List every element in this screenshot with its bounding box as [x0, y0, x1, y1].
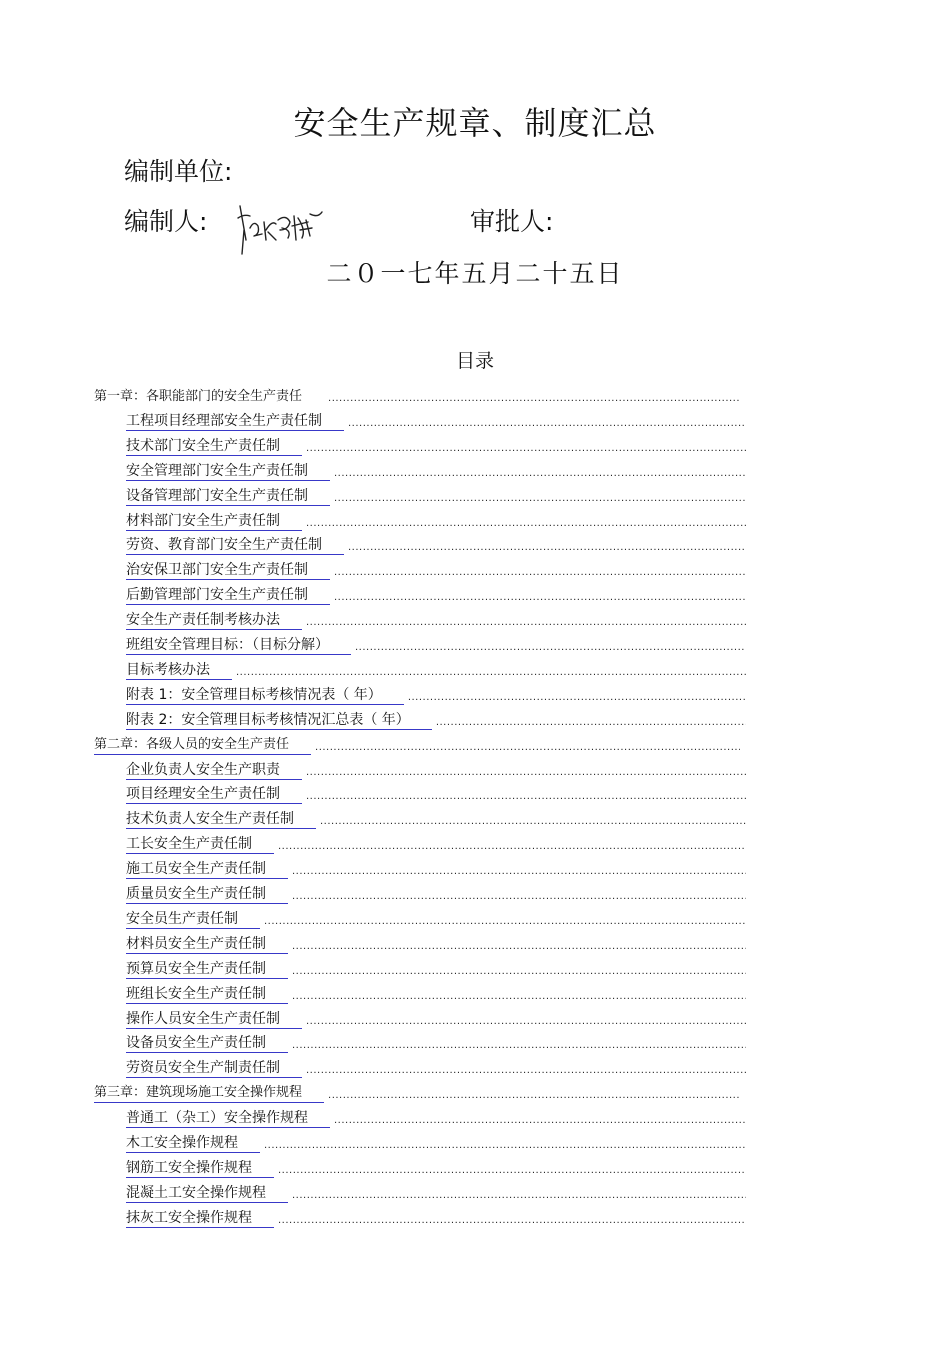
- toc-item[interactable]: [126, 1206, 746, 1228]
- toc-leader-dots: [292, 965, 746, 979]
- toc-item[interactable]: [126, 882, 746, 904]
- toc-leader-dots: [278, 840, 746, 854]
- toc-entry-link[interactable]: 班组长安全生产责任制: [126, 985, 288, 1004]
- toc-entry-link[interactable]: 施工员安全生产责任制: [126, 860, 288, 879]
- toc-entry-link[interactable]: 材料部门安全生产责任制: [126, 512, 302, 531]
- toc-item[interactable]: [126, 409, 746, 431]
- toc-entry-link[interactable]: 预算员安全生产责任制: [126, 960, 288, 979]
- toc-entry-link[interactable]: 木工安全操作规程: [126, 1134, 260, 1153]
- toc-item[interactable]: [126, 1131, 746, 1153]
- toc-entry-link[interactable]: 目标考核办法: [126, 661, 232, 680]
- toc-item[interactable]: [126, 907, 746, 929]
- toc-entry-link[interactable]: 混凝土工安全操作规程: [126, 1184, 288, 1203]
- toc-leader-dots: [292, 1039, 746, 1053]
- toc-leader-dots: [306, 616, 746, 630]
- toc-leader-dots: [264, 915, 746, 929]
- toc-leader-dots: [292, 865, 746, 879]
- toc-chapter[interactable]: [94, 733, 740, 755]
- toc-item[interactable]: [126, 1031, 746, 1053]
- toc-leader-dots: [236, 666, 746, 680]
- toc-entry-link[interactable]: 设备员安全生产责任制: [126, 1034, 288, 1053]
- toc-item[interactable]: [126, 932, 746, 954]
- toc-item[interactable]: [126, 459, 746, 481]
- toc-item[interactable]: [126, 832, 746, 854]
- toc-item[interactable]: [126, 957, 746, 979]
- toc-entry-link[interactable]: 劳资、教育部门安全生产责任制: [126, 536, 344, 555]
- toc-item[interactable]: [126, 484, 746, 506]
- toc-entry-link[interactable]: 班组安全管理目标：（目标分解）: [126, 636, 351, 655]
- toc-entry-link[interactable]: 项目经理安全生产责任制: [126, 785, 302, 804]
- toc-leader-dots: [355, 641, 746, 655]
- toc-item[interactable]: [126, 583, 746, 605]
- toc-leader-dots: [334, 467, 746, 481]
- toc-leader-dots: [334, 1114, 746, 1128]
- toc-leader-dots: [306, 1015, 746, 1029]
- editor-signature: [236, 200, 328, 260]
- toc-item[interactable]: [126, 1156, 746, 1178]
- toc-leader-dots: [306, 790, 746, 804]
- toc-leader-dots: [334, 492, 746, 506]
- toc-entry-link[interactable]: 抹灰工安全操作规程: [126, 1209, 274, 1228]
- toc-entry-link[interactable]: 安全生产责任制考核办法: [126, 611, 302, 630]
- toc-item[interactable]: [126, 608, 746, 630]
- toc-entry-link[interactable]: 后勤管理部门安全生产责任制: [126, 586, 330, 605]
- toc-leader-dots: [348, 541, 746, 555]
- toc-leader-dots: [306, 517, 746, 531]
- toc-item[interactable]: [126, 683, 746, 705]
- toc-title: 目录: [455, 350, 494, 372]
- toc-item[interactable]: [126, 1106, 746, 1128]
- toc-leader-dots: [408, 691, 746, 705]
- toc-entry-link[interactable]: 第三章：建筑现场施工安全操作规程: [94, 1084, 324, 1103]
- toc-item[interactable]: [126, 533, 746, 555]
- toc-entry-link[interactable]: 材料员安全生产责任制: [126, 935, 288, 954]
- toc-leader-dots: [320, 815, 746, 829]
- toc-item[interactable]: [126, 758, 746, 780]
- toc-entry-link[interactable]: 附表 1：安全管理目标考核情况表（ 年）: [126, 686, 404, 705]
- toc-leader-dots: [334, 566, 746, 580]
- toc-leader-dots: [306, 1064, 746, 1078]
- toc-entry-link[interactable]: 劳资员安全生产制责任制: [126, 1059, 302, 1078]
- toc-entry-link[interactable]: 工程项目经理部安全生产责任制: [126, 412, 344, 431]
- toc-chapter[interactable]: [94, 384, 740, 406]
- toc-item[interactable]: [126, 1007, 746, 1029]
- toc-item[interactable]: [126, 857, 746, 879]
- toc-leader-dots: [292, 890, 746, 904]
- toc-entry-link[interactable]: 附表 2：安全管理目标考核情况汇总表（ 年）: [126, 711, 432, 730]
- toc-leader-dots: [292, 990, 746, 1004]
- toc-leader-dots: [264, 1139, 746, 1153]
- toc-entry-link[interactable]: 普通工（杂工）安全操作规程: [126, 1109, 330, 1128]
- toc-leader-dots: [278, 1214, 746, 1228]
- document-title: 安全生产规章、制度汇总: [293, 104, 657, 142]
- toc-leader-dots: [436, 716, 746, 730]
- toc-entry-link[interactable]: 钢筋工安全操作规程: [126, 1159, 274, 1178]
- approver-label: 审批人:: [470, 207, 554, 236]
- editor-label: 编制人:: [124, 207, 208, 236]
- toc-leader-dots: [328, 392, 740, 406]
- toc-entry-link[interactable]: 工长安全生产责任制: [126, 835, 274, 854]
- toc-entry-link[interactable]: 技术部门安全生产责任制: [126, 437, 302, 456]
- toc-entry-link[interactable]: 质量员安全生产责任制: [126, 885, 288, 904]
- toc-leader-dots: [306, 442, 746, 456]
- toc-entry-link[interactable]: 企业负责人安全生产职责: [126, 761, 302, 780]
- toc-item[interactable]: [126, 1181, 746, 1203]
- toc-item[interactable]: [126, 509, 746, 531]
- toc-chapter[interactable]: [94, 1081, 740, 1103]
- document-date: 二０一七年五月二十五日: [326, 259, 624, 288]
- toc-leader-dots: [315, 741, 740, 755]
- toc-entry-link[interactable]: 安全管理部门安全生产责任制: [126, 462, 330, 481]
- toc-item[interactable]: [126, 658, 746, 680]
- toc-entry-link[interactable]: 第二章：各级人员的安全生产责任: [94, 736, 311, 755]
- toc-entry-link[interactable]: 治安保卫部门安全生产责任制: [126, 561, 330, 580]
- toc-entry-link[interactable]: 设备管理部门安全生产责任制: [126, 487, 330, 506]
- toc-entry-link[interactable]: 技术负责人安全生产责任制: [126, 810, 316, 829]
- toc-leader-dots: [292, 940, 746, 954]
- unit-label: 编制单位:: [124, 157, 233, 186]
- toc-item[interactable]: [126, 1056, 746, 1078]
- toc-leader-dots: [348, 417, 746, 431]
- toc-item[interactable]: [126, 782, 746, 804]
- toc-item[interactable]: [126, 434, 746, 456]
- toc-leader-dots: [328, 1089, 740, 1103]
- toc-leader-dots: [292, 1189, 746, 1203]
- toc-item[interactable]: [126, 708, 746, 730]
- toc-leader-dots: [278, 1164, 746, 1178]
- toc-leader-dots: [306, 766, 746, 780]
- toc-entry-link[interactable]: 第一章：各职能部门的安全生产责任: [94, 389, 303, 404]
- toc-item[interactable]: [126, 633, 746, 655]
- toc-entry-link[interactable]: 安全员生产责任制: [126, 910, 260, 929]
- toc-item[interactable]: [126, 982, 746, 1004]
- toc-item[interactable]: [126, 807, 746, 829]
- toc-item[interactable]: [126, 558, 746, 580]
- toc-entry-link[interactable]: 操作人员安全生产责任制: [126, 1010, 302, 1029]
- toc-leader-dots: [334, 591, 746, 605]
